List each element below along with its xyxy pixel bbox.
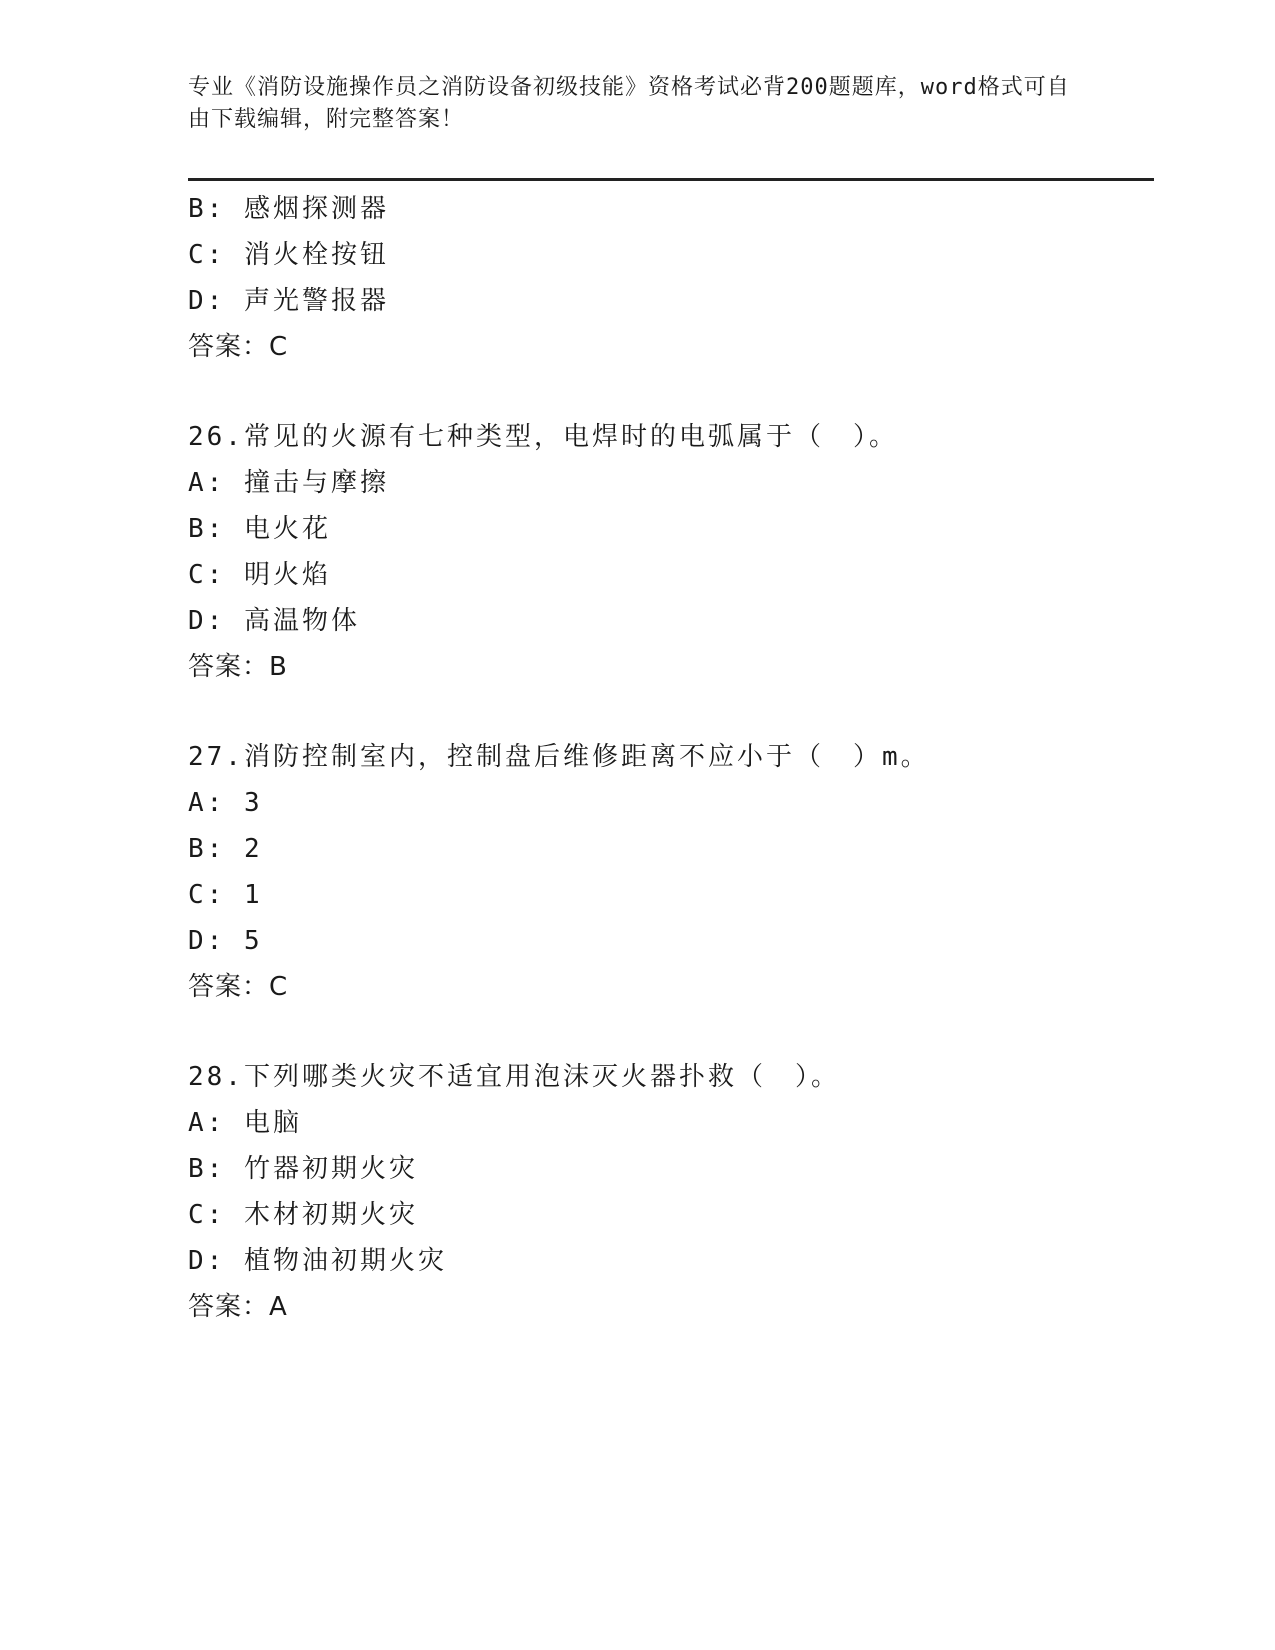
question-stem: 26.常见的火源有七种类型，电焊时的电弧属于（ ）。 bbox=[188, 422, 898, 452]
option-a: A: 3 bbox=[188, 788, 263, 818]
question-list bbox=[188, 186, 1154, 1330]
option-d: D: 高温物体 bbox=[188, 606, 360, 636]
question-block-27 bbox=[188, 734, 1154, 1010]
question-block-25 bbox=[188, 186, 1154, 370]
answer-line: 答案：A bbox=[188, 1292, 288, 1322]
question-block-28 bbox=[188, 1054, 1154, 1330]
answer-line: 答案：C bbox=[188, 972, 289, 1002]
option-d: D: 5 bbox=[188, 926, 263, 956]
answer-line: 答案：B bbox=[188, 652, 288, 682]
option-b: B: 感烟探测器 bbox=[188, 194, 389, 224]
option-d: D: 声光警报器 bbox=[188, 286, 389, 316]
option-a: A: 电脑 bbox=[188, 1108, 302, 1138]
option-c: C: 明火焰 bbox=[188, 560, 331, 590]
question-spacer bbox=[188, 370, 1154, 414]
option-a: A: 撞击与摩擦 bbox=[188, 468, 389, 498]
option-c: C: 木材初期火灾 bbox=[188, 1200, 418, 1230]
answer-line: 答案：C bbox=[188, 332, 289, 362]
option-b: B: 竹器初期火灾 bbox=[188, 1154, 418, 1184]
question-stem: 27.消防控制室内，控制盘后维修距离不应小于（ ）m。 bbox=[188, 742, 930, 772]
option-b: B: 电火花 bbox=[188, 514, 331, 544]
option-d: D: 植物油初期火灾 bbox=[188, 1246, 447, 1276]
question-stem: 28.下列哪类火灾不适宜用泡沫灭火器扑救（ ）。 bbox=[188, 1062, 840, 1092]
question-spacer bbox=[188, 690, 1154, 734]
question-block-26 bbox=[188, 414, 1154, 690]
header-divider bbox=[188, 178, 1154, 181]
option-c: C: 消火栓按钮 bbox=[188, 240, 389, 270]
question-spacer bbox=[188, 1010, 1154, 1054]
option-c: C: 1 bbox=[188, 880, 263, 910]
option-b: B: 2 bbox=[188, 834, 263, 864]
document-header: 专业《消防设施操作员之消防设备初级技能》资格考试必背200题题库，word格式可自由下载编辑，附完整答案！ bbox=[188, 75, 1070, 132]
